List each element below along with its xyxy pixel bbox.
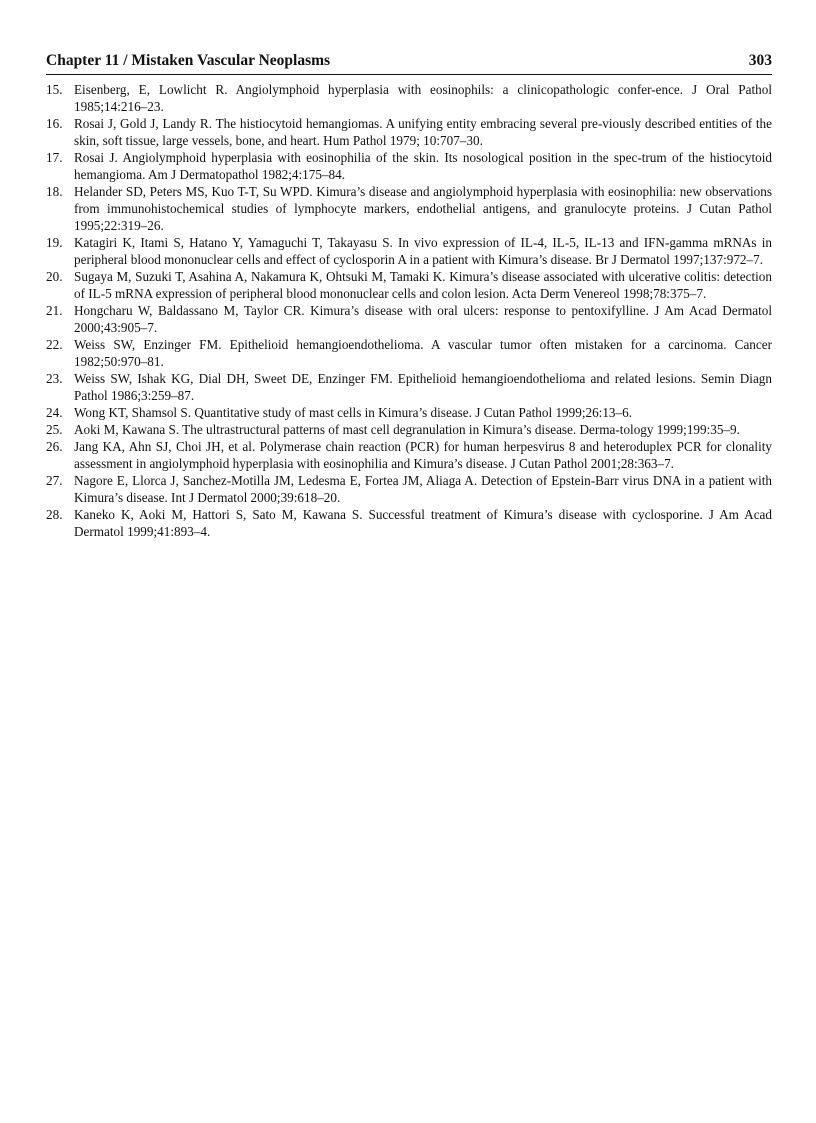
page-number: 303 (748, 52, 772, 69)
reference-number: 19. (46, 235, 63, 250)
reference-text: Aoki M, Kawana S. The ultrastructural patterns of mast cell degranulation in Kimura’s disease. Derma-tology 1999;199:35–9. (74, 422, 740, 437)
reference-item (46, 472, 772, 506)
reference-item (46, 302, 772, 336)
reference-number: 16. (46, 116, 63, 131)
reference-item (46, 506, 772, 540)
reference-number: 20. (46, 269, 63, 284)
reference-item (46, 404, 772, 421)
reference-item (46, 370, 772, 404)
page (46, 52, 772, 540)
reference-item (46, 438, 772, 472)
reference-number: 23. (46, 371, 63, 386)
reference-item (46, 336, 772, 370)
reference-number: 26. (46, 439, 63, 454)
reference-list (46, 81, 772, 540)
reference-item (46, 234, 772, 268)
reference-item (46, 421, 772, 438)
reference-text: Rosai J, Gold J, Landy R. The histiocytoid hemangiomas. A unifying entity embracing several pre-viously described entities of the skin, soft tissue, large vessels, bone, and heart. Hum Pathol 1979; 10:707–30. (74, 116, 772, 148)
running-head (46, 52, 772, 75)
reference-number: 17. (46, 150, 63, 165)
reference-text: Wong KT, Shamsol S. Quantitative study of mast cells in Kimura’s disease. J Cutan Pathol 1999;26:13–6. (74, 405, 633, 420)
reference-item (46, 81, 772, 115)
reference-item (46, 115, 772, 149)
reference-text: Sugaya M, Suzuki T, Asahina A, Nakamura K, Ohtsuki M, Tamaki K. Kimura’s disease associated with ulcerative colitis: detection of IL-5 mRNA expression of peripheral blood mononuclear cells and colon lesion. Acta Derm Venereol 1998;78:375–7. (74, 269, 772, 301)
reference-text: Nagore E, Llorca J, Sanchez-Motilla JM, Ledesma E, Fortea JM, Aliaga A. Detection of Epstein-Barr virus DNA in a patient with Kimura’s disease. Int J Dermatol 2000;39:618–20. (74, 473, 772, 505)
reference-number: 24. (46, 405, 63, 420)
reference-text: Helander SD, Peters MS, Kuo T-T, Su WPD. Kimura’s disease and angiolymphoid hyperplasia with eosinophilia: new observations from immunohistochemical studies of lymphocyte markers, endothelial antigens, and granulocyte proteins. J Cutan Pathol 1995;22:319–26. (74, 184, 772, 233)
reference-number: 15. (46, 82, 63, 97)
reference-text: Weiss SW, Enzinger FM. Epithelioid hemangioendothelioma. A vascular tumor often mistaken for a carcinoma. Cancer 1982;50:970–81. (74, 337, 772, 369)
chapter-title: Chapter 11 / Mistaken Vascular Neoplasms (46, 52, 331, 69)
reference-text: Eisenberg, E, Lowlicht R. Angiolymphoid hyperplasia with eosinophils: a clinicopathologic confer-ence. J Oral Pathol 1985;14:216–23. (74, 82, 772, 114)
reference-text: Rosai J. Angiolymphoid hyperplasia with eosinophilia of the skin. Its nosological position in the spec-trum of the histiocytoid hemangioma. Am J Dermatopathol 1982;4:175–84. (74, 150, 772, 182)
reference-item (46, 149, 772, 183)
reference-number: 22. (46, 337, 63, 352)
reference-number: 21. (46, 303, 63, 318)
reference-text: Hongcharu W, Baldassano M, Taylor CR. Kimura’s disease with oral ulcers: response to pentoxifylline. J Am Acad Dermatol 2000;43:905–7. (74, 303, 772, 335)
reference-number: 27. (46, 473, 63, 488)
reference-number: 25. (46, 422, 63, 437)
reference-number: 28. (46, 507, 63, 522)
reference-text: Weiss SW, Ishak KG, Dial DH, Sweet DE, Enzinger FM. Epithelioid hemangioendothelioma and related lesions. Semin Diagn Pathol 1986;3:259–87. (74, 371, 772, 403)
reference-item (46, 183, 772, 234)
reference-text: Kaneko K, Aoki M, Hattori S, Sato M, Kawana S. Successful treatment of Kimura’s disease with cyclosporine. J Am Acad Dermatol 1999;41:893–4. (74, 507, 772, 539)
reference-text: Katagiri K, Itami S, Hatano Y, Yamaguchi T, Takayasu S. In vivo expression of IL-4, IL-5, IL-13 and IFN-gamma mRNAs in peripheral blood mononuclear cells and effect of cyclosporin A in a patient with Kimura’s disease. Br J Dermatol 1997;137:972–7. (74, 235, 772, 267)
reference-number: 18. (46, 184, 63, 199)
reference-item (46, 268, 772, 302)
reference-text: Jang KA, Ahn SJ, Choi JH, et al. Polymerase chain reaction (PCR) for human herpesvirus 8 and heteroduplex PCR for clonality assessment in angiolymphoid hyperplasia with eosinophilia and Kimura’s disease. J Cutan Pathol 2001;28:363–7. (74, 439, 772, 471)
